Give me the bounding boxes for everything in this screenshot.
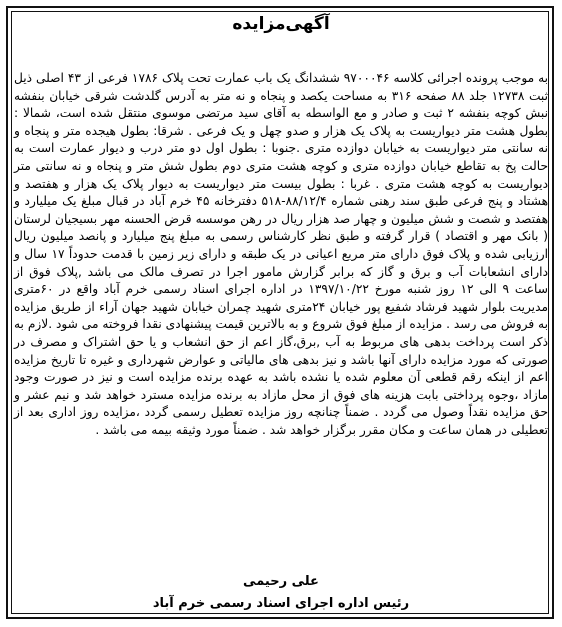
notice-body: به موجب پرونده اجرائی کلاسه ۹۷۰۰۰۴۶ ششدانگ یک باب عمارت تحت پلاک ۱۷۸۶ فرعی از ۴۳ اصلی ذیل ثبت ۱۲۷۳۸ جلد ۸۸ صفحه ۳۱۶ به مساحت یکصد و پنجاه و نه متر به آدرس گلدشت شرقی خیابان بنفشه نبش کوچه بنفشه ۲ ثبت و صادر و مع الواسطه به آقای سید مرتضی موسوی منتقل شده است، شمالا : بطول هشت متر دیواریست به پلاک یک هزار و صدو چهل و یک فرعی . شرقا: بطول هیجده متر و پنجاه و نه سانتی متر دیواریست به خیابان دوازده متری .جنوبا : بطول اول دو متر درب و دیوار عمارت است به حالت پخ به تقاطع خیابان دوازده متری و کوچه هشت متری دوم بطول شش متر و پنجاه و نه سانتی متر دیواریست به کوچه هشت متری . غربا : بطول بیست متر دیواریست به دیوار پلاک یک هزار و هفتصد و هشتاد و پنج فرعی طبق سند رهنی شماره ۸۸/۱۲/۴-۵۱۸ دفترخانه ۴۵ خرم آباد در قبال مبلغ یک میلیارد و هفتصد و شصت و شش میلیون و چهار صد هزار ریال در رهن موسسه قرض الحسنه مهر بسیجیان لرستان ( بانک مهر و اقتصاد ) قرار گرفته و طبق نظر کارشناس رسمی به مبلغ پنج میلیارد و پانصد میلیون ریال ارزیابی شده و پلاک فوق دارای متر مربع اعیانی در یک طبقه و دارای زیر زمین با قدمت حدوداً ۱۷ سال و دارای انشعابات آب و برق و گاز که برابر گزارش مامور اجرا در تصرف مالک می باشد ,پلاک فوق از ساعت ۹ الی ۱۲ روز شنبه مورخ ۱۳۹۷/۱۰/۲۲ در اداره اجرای اسناد رسمی خرم آباد واقع در ۶۰متری مدیریت بلوار شهید فرشاد شفیع پور خیابان ۲۴متری شهید چمران خیابان شهید جهان آراء از طریق مزایده به فروش می رسد . مزایده از مبلغ فوق شروع و به بالاترین قیمت پیشنهادی نقدا فروخته می شود .لازم به ذکر است پرداخت بدهی های مربوط به آب ,برق،گاز اعم از حق انشعاب و یا حق اشتراک و مصرف در صورتی که مورد مزایده دارای آنها باشد و نیز بدهی های مالیاتی و عوارض شهرداری و غیره تا تاریخ مزایده اعم از اینکه رقم قطعی آن معلوم شده یا نشده باشد به عهده برنده مزایده است و نیز در صورت وجود مازاد ،وجوه پرداختی بابت هزینه های فوق از محل مازاد به برنده مزایده مسترد خواهد شد و نیم عشر و حق مزایده نقداً وصول می گردد . ضمناً چنانچه روز مزایده تعطیل رسمی گردد ،مزایده روز اداری بعد از تعطیلی در همان ساعت و مکان مقرر برگزار خواهد شد . ضمناً مورد وثیقه بیمه می باشد .: [14, 71, 549, 437]
signature-name: علی رحیمی: [243, 574, 319, 589]
signature-title: رئیس اداره اجرای اسناد رسمی خرم آباد: [152, 596, 410, 611]
notice-title: آگهی‌مزایده: [232, 14, 330, 34]
